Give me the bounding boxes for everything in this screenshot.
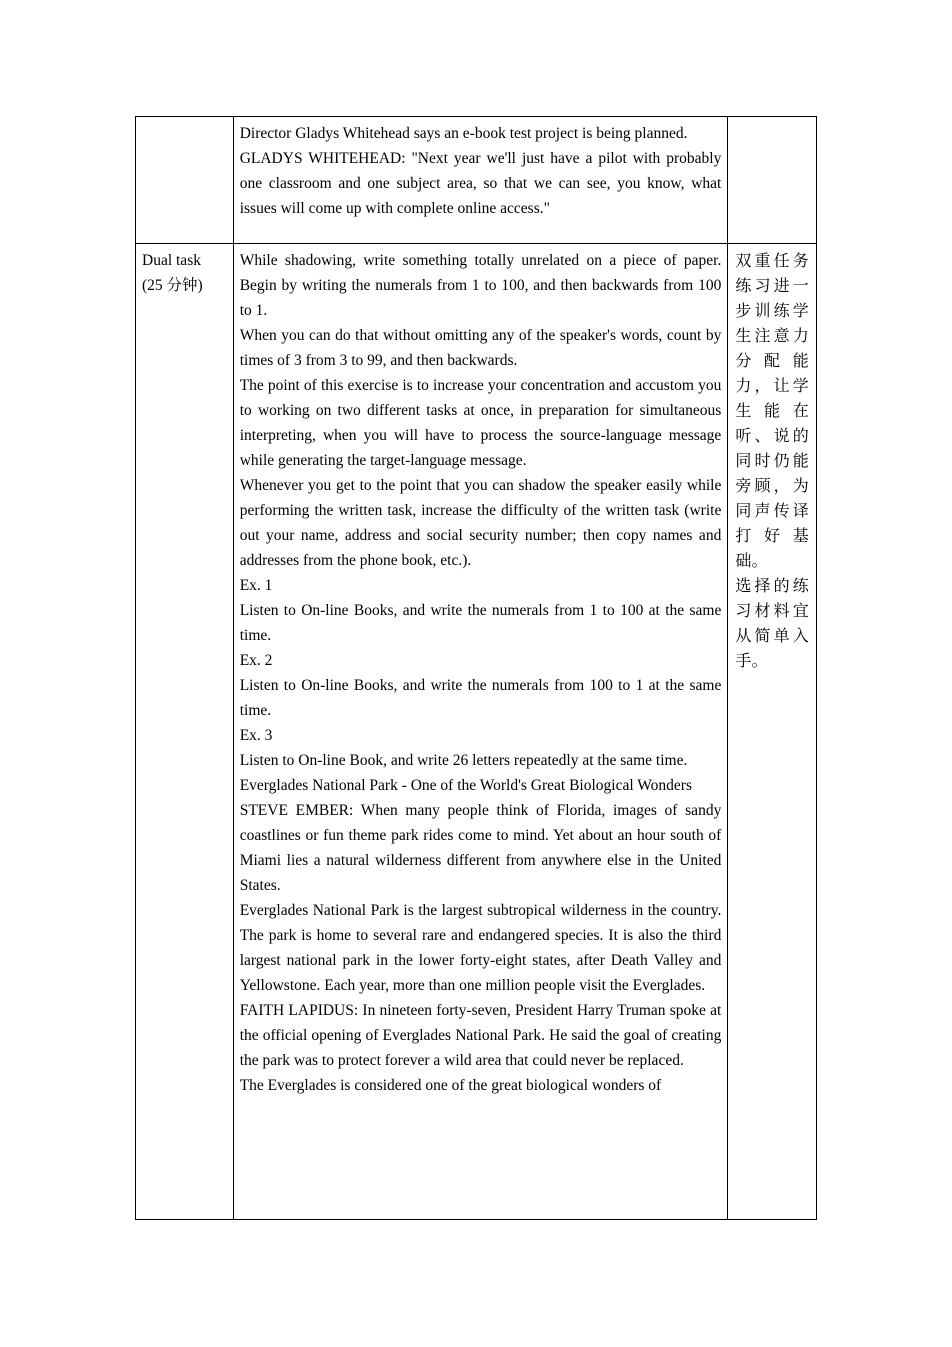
- content-paragraph: Listen to On-line Books, and write the numerals from 100 to 1 at the same time.: [239, 677, 722, 719]
- table-row: [136, 244, 817, 1220]
- activity-content-cell: [233, 244, 728, 1220]
- content-paragraph: When you can do that without omitting any of the speaker's words, count by times of 3 from 3 to 99, and then backwards.: [239, 327, 722, 369]
- note-text: [728, 117, 816, 243]
- content-paragraph: GLADYS WHITEHEAD: "Next year we'll just have a pilot with probably one classroom and one subject area, so that we can see, you know, what issues will come up with complete online access.": [239, 150, 722, 217]
- content-paragraph: Listen to On-line Book, and write 26 letters repeatedly at the same time.: [239, 752, 688, 769]
- table-row: [136, 117, 817, 244]
- exercise-heading: Ex. 1: [239, 577, 273, 594]
- content-paragraph: While shadowing, write something totally unrelated on a piece of paper. Begin by writing the numerals from 1 to 100, and then backwards from 100 to 1.: [239, 252, 722, 319]
- exercise-heading: Ex. 3: [239, 727, 273, 744]
- activity-duration: (25 分钟): [142, 277, 203, 294]
- exercise-heading: Ex. 2: [239, 652, 273, 669]
- note-text: [728, 244, 816, 1219]
- content-paragraph: The point of this exercise is to increase your concentration and accustom you to working on two different tasks at once, in preparation for simultaneous interpreting, when you will have to process the source-language message while generating the target-language message.: [239, 377, 722, 469]
- content-paragraph: Whenever you get to the point that you can shadow the speaker easily while performing the written task, increase the difficulty of the written task (write out your name, address and social security number; then copy names and addresses from the phone book, etc.).: [239, 477, 722, 569]
- label-text: [136, 117, 233, 242]
- teaching-note: 双重任务练习进一步训练学生注意力分配能力，让学生能在听、说的同时仍能旁顾，为同声传译打好基础。: [735, 253, 809, 570]
- teaching-note-cell: [728, 244, 817, 1220]
- content-paragraph: STEVE EMBER: When many people think of Florida, images of sandy coastlines or fun theme park rides come to mind. Yet about an hour south of Miami lies a natural wilderness different from anywhere else in the United States.: [239, 802, 722, 894]
- teaching-note-cell: [728, 117, 817, 244]
- activity-label-cell: [136, 244, 234, 1220]
- content-paragraph: Everglades National Park is the largest subtropical wilderness in the country. The park is home to several rare and endangered species. It is also the third largest national park in the lower forty-eight states, after Death Valley and Yellowstone. Each year, more than one million people visit the Everglades.: [239, 902, 722, 994]
- article-title: Everglades National Park - One of the World's Great Biological Wonders: [239, 777, 692, 794]
- content-text: [234, 244, 728, 1218]
- content-paragraph: FAITH LAPIDUS: In nineteen forty-seven, President Harry Truman spoke at the official opening of Everglades National Park. He said the goal of creating the park was to protect forever a wild area that could never be replaced.: [239, 1002, 722, 1069]
- label-text: [136, 244, 233, 1218]
- lesson-plan-table: [135, 116, 817, 1220]
- activity-name: Dual task: [142, 252, 201, 269]
- content-paragraph: The Everglades is considered one of the great biological wonders of: [239, 1077, 662, 1094]
- activity-content-cell: [233, 117, 728, 244]
- content-paragraph: Director Gladys Whitehead says an e-book test project is being planned.: [239, 125, 688, 142]
- content-paragraph: Listen to On-line Books, and write the numerals from 1 to 100 at the same time.: [239, 602, 722, 644]
- content-text: [234, 117, 728, 242]
- teaching-note: 选择的练习材料宜从简单入手。: [735, 578, 809, 670]
- activity-label-cell: [136, 117, 234, 244]
